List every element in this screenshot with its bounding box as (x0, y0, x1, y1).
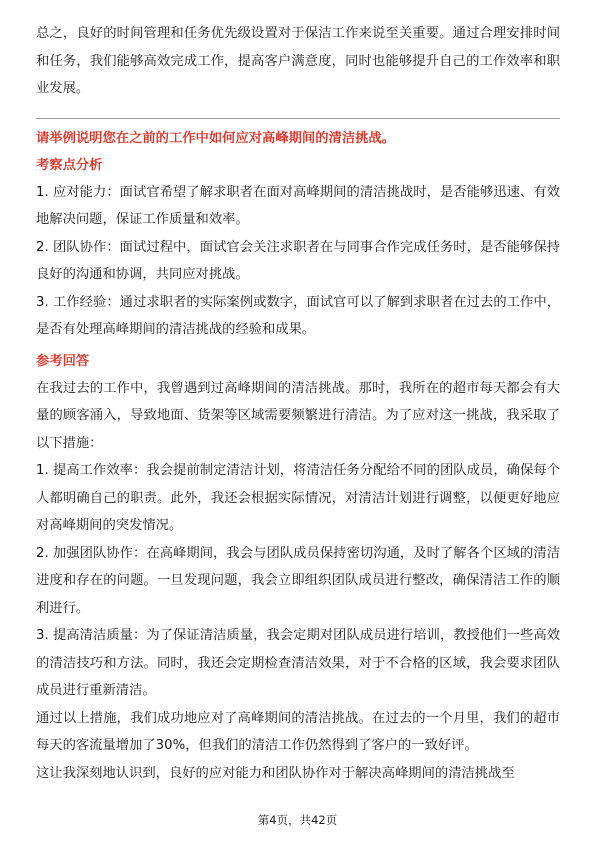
intro-paragraph: 总之，良好的时间管理和任务优先级设置对于保洁工作来说至关重要。通过合理安排时间和任务，我们能够高效完成工作，提高客户满意度，同时也能够提升自己的工作效率和职业发展。 (36, 26, 560, 96)
answer-paragraph: 通过以上措施，我们成功地应对了高峰期间的清洁挑战。在过去的一个月里，我们的超市每天的客流量增加了30%，但我们的清洁工作仍然得到了客户的一致好评。 (36, 710, 560, 753)
answer-paragraph: 这让我深刻地认识到，良好的应对能力和团队协作对于解决高峰期间的清洁挑战至 (36, 765, 515, 781)
answer-heading: 参考回答 (36, 353, 90, 369)
page-number: 第4页，共42页 (257, 813, 338, 827)
answer-paragraph: 3. 提高清洁质量：为了保证清洁质量，我会定期对团队成员进行培训，教授他们一些高效的清洁技巧和方法。同时，我还会定期检查清洁效果，对于不合格的区域，我会要求团队成员进行重新清洁。 (36, 628, 560, 698)
analysis-heading: 考察点分析 (36, 157, 103, 173)
section-divider (36, 118, 560, 119)
analysis-item: 1. 应对能力：面试官希望了解求职者在面对高峰期间的清洁挑战时，是否能够迅速、有效地解决问题，保证工作质量和效率。 (36, 184, 560, 227)
analysis-item: 3. 工作经验：通过求职者的实际案例或数字，面试官可以了解到求职者在过去的工作中，是否有处理高峰期间的清洁挑战的经验和成果。 (36, 294, 560, 337)
answer-paragraph: 2. 加强团队协作：在高峰期间，我会与团队成员保持密切沟通，及时了解各个区域的清洁进度和存在的问题。一旦发现问题，我会立即组织团队成员进行整改，确保清洁工作的顺利进行。 (36, 545, 560, 616)
analysis-item: 2. 团队协作：面试过程中，面试官会关注求职者在与同事合作完成任务时，是否能够保持良好的沟通和协调，共同应对挑战。 (36, 239, 560, 282)
answer-paragraph: 1. 提高工作效率：我会提前制定清洁计划，将清洁任务分配给不同的团队成员，确保每个人都明确自己的职责。此外，我还会根据实际情况，对清洁计划进行调整，以便更好地应对高峰期间的突发情况。 (36, 463, 560, 533)
page-content (36, 20, 560, 787)
answer-paragraph: 在我过去的工作中，我曾遇到过高峰期间的清洁挑战。那时，我所在的超市每天都会有大量的顾客涌入，导致地面、货架等区域需要频繁进行清洁。为了应对这一挑战，我采取了以下措施： (36, 380, 560, 451)
question-title: 请举例说明您在之前的工作中如何应对高峰期间的清洁挑战。 (36, 130, 396, 146)
